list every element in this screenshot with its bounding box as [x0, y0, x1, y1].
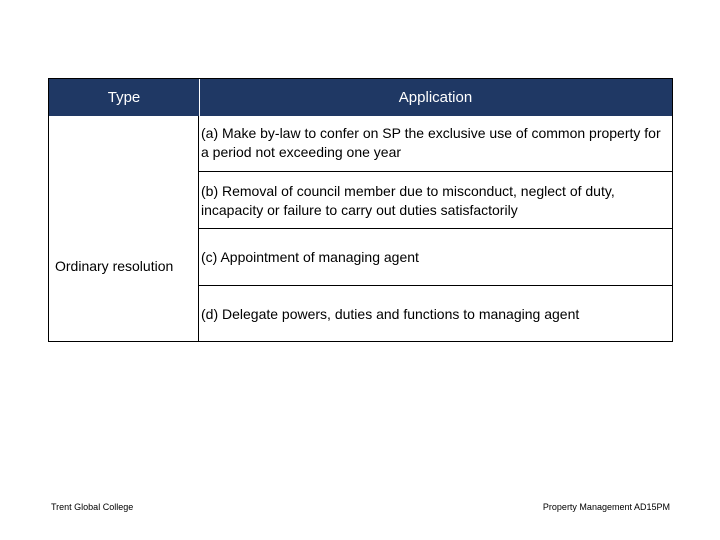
table-row [199, 229, 672, 286]
footer-course: Property Management AD15PM [542, 502, 670, 512]
application-item: (c) Appointment of managing agent [201, 249, 419, 265]
application-item: (d) Delegate powers, duties and functions to managing agent [201, 306, 580, 322]
table-row [199, 172, 672, 229]
type-value: Ordinary resolution [55, 258, 174, 274]
application-item: (b) Removal of council member due to misconduct, neglect of duty, incapacity or failure to carry out duties satisfactorily [201, 183, 615, 218]
header-application: Application [398, 89, 473, 106]
table-header [49, 79, 672, 116]
application-item: (a) Make by-law to confer on SP the exclusive use of common property for a period not exceeding one year [201, 125, 661, 160]
resolution-table [48, 78, 673, 342]
header-type: Type [107, 89, 141, 106]
type-cell [49, 116, 199, 341]
table-row [199, 286, 672, 341]
footer-college: Trent Global College [51, 502, 134, 512]
table-row [199, 116, 672, 172]
